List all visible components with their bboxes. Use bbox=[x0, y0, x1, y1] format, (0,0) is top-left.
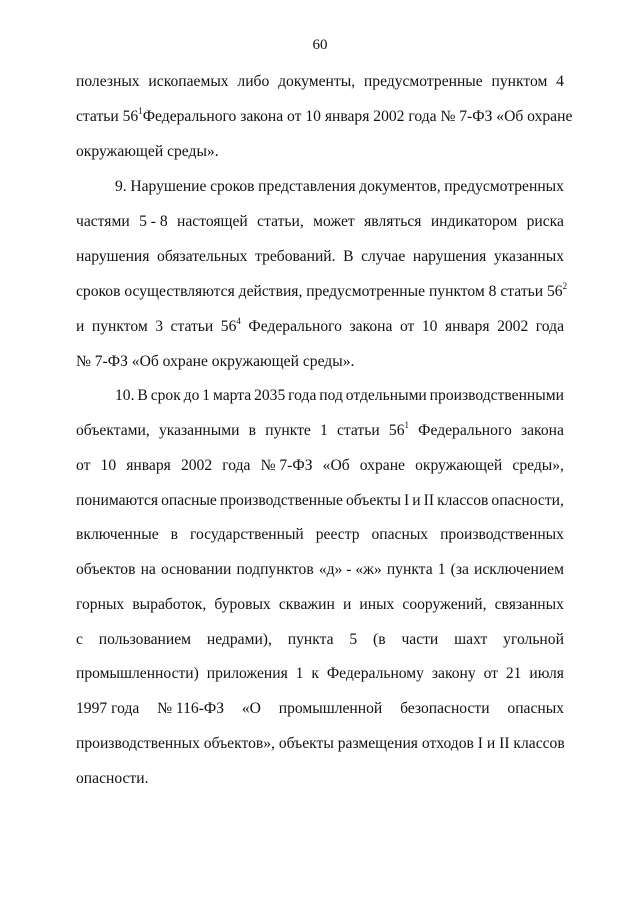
text-line: опасности. bbox=[76, 770, 149, 787]
text-line: № 7-ФЗ «Об охране окружающей среды». bbox=[76, 353, 355, 370]
page-number: 60 bbox=[312, 37, 328, 53]
text-line: частями 5 - 8 настоящей статьи, может являться индикатором риска bbox=[76, 213, 564, 230]
text-line: производственных объектов», объекты размещения отходов I и II классов bbox=[76, 735, 565, 752]
text-line: 1997 года № 116-ФЗ «О промышленной безопасности опасных bbox=[76, 700, 564, 717]
text-line: от 10 января 2002 года № 7-ФЗ «Об охране окружающей среды», bbox=[76, 457, 564, 474]
text-line: статьи $56^1$ Федерального закона от 10 января 2002 года № 7-ФЗ «Об охране bbox=[76, 106, 573, 125]
text-line: сроков осуществляются действия, предусмотренные пунктом 8 статьи $56^2$ bbox=[76, 281, 568, 300]
text-line: полезных ископаемых либо документы, предусмотренные пунктом 4 bbox=[76, 73, 564, 90]
text-line: промышленности) приложения 1 к Федеральному закону от 21 июля bbox=[76, 665, 564, 682]
text-line: объектами, указанными в пункте 1 статьи $56^1$ Федерального закона bbox=[76, 420, 564, 439]
text-line: 10. В срок до 1 марта 2035 года под отдельными производственными bbox=[115, 387, 564, 404]
text-line: объектов на основании подпунктов «д» - «ж» пункта 1 (за исключением bbox=[76, 561, 564, 578]
text-line: 9. Нарушение сроков представления документов, предусмотренных bbox=[115, 178, 564, 195]
text-line: включенные в государственный реестр опасных производственных bbox=[76, 526, 564, 543]
text-line: с пользованием недрами), пункта 5 (в части шахт угольной bbox=[76, 631, 564, 648]
text-line: понимаются опасные производственные объекты I и II классов опасности, bbox=[76, 492, 564, 509]
text-line: и пунктом 3 статьи $56^4$ Федерального закона от 10 января 2002 года bbox=[76, 316, 564, 335]
text-line: окружающей среды». bbox=[76, 143, 219, 160]
text-line: горных выработок, буровых скважин и иных сооружений, связанных bbox=[76, 596, 564, 613]
text-line: нарушения обязательных требований. В случае нарушения указанных bbox=[76, 248, 564, 265]
